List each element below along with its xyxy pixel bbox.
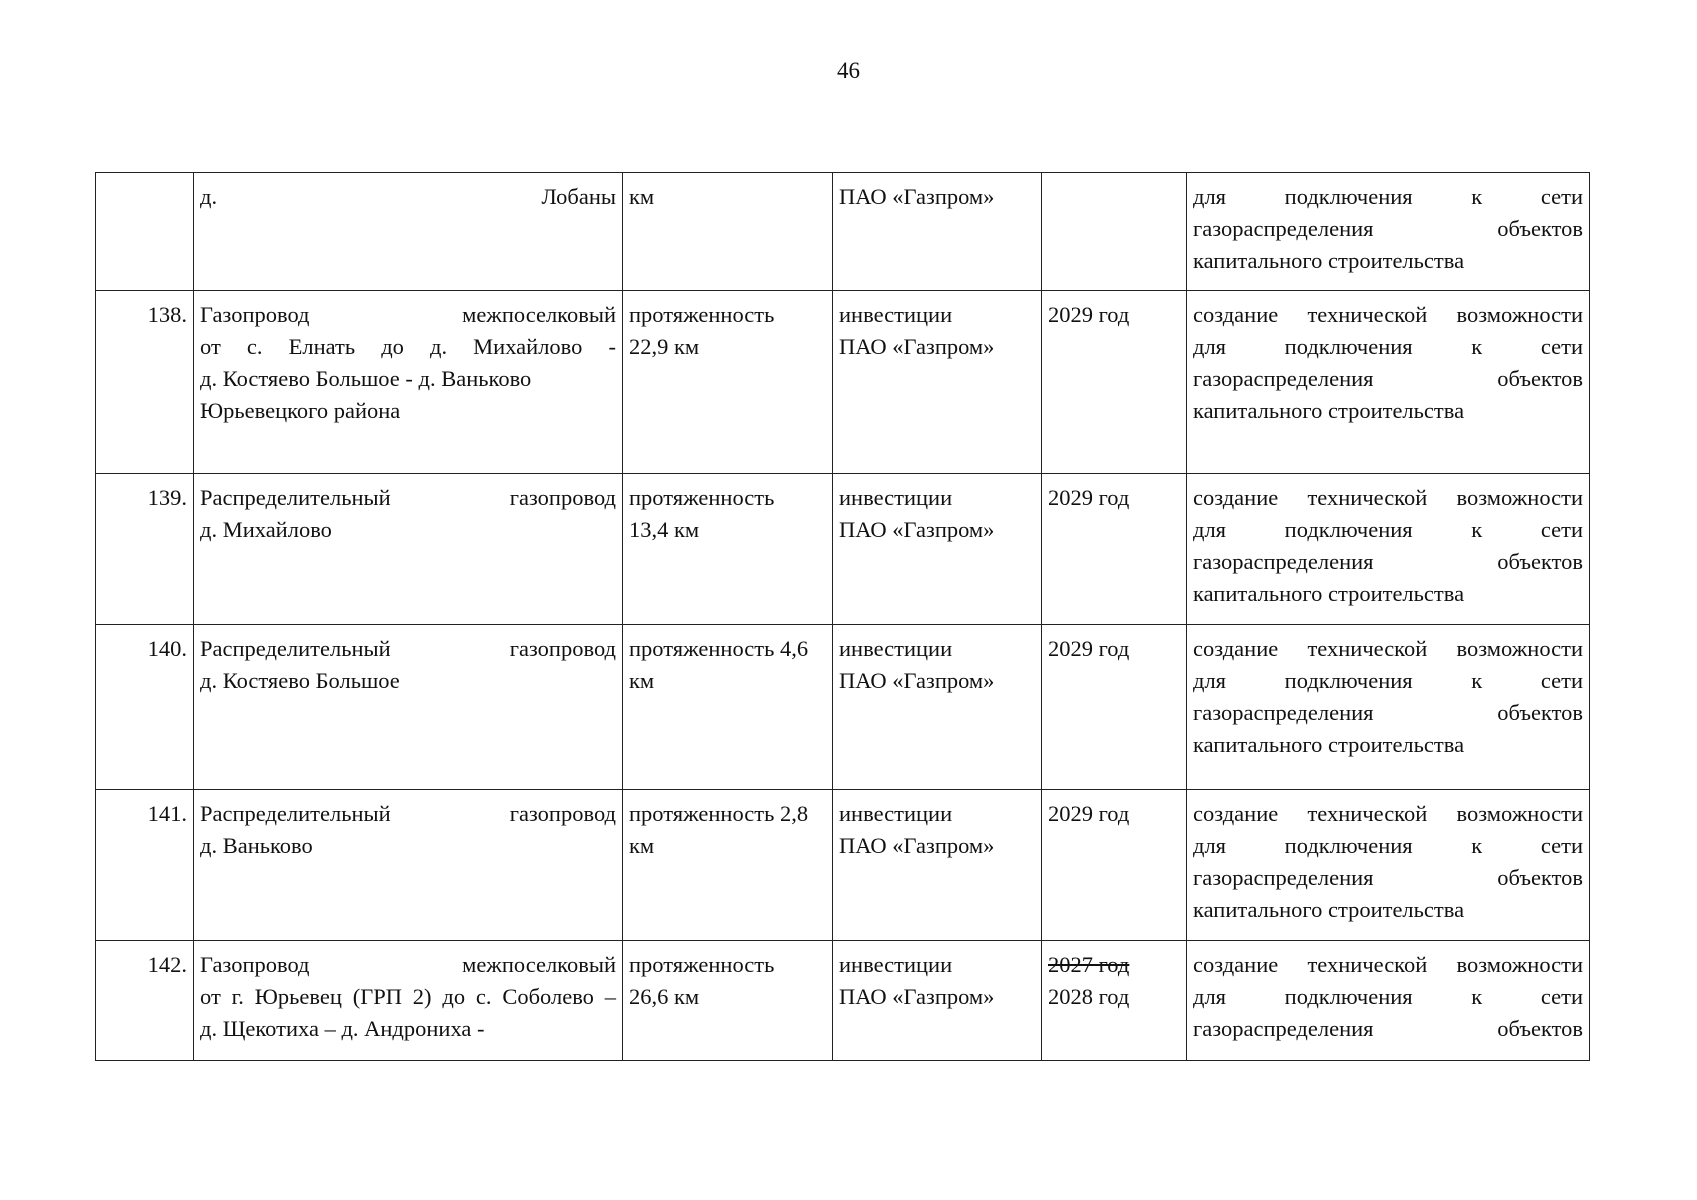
- year: 2029 год: [1048, 485, 1130, 510]
- purpose-line: для подключения к сети: [1193, 334, 1583, 359]
- purpose-line: газораспределения объектов: [1193, 216, 1583, 241]
- capacity-line: протяженность: [629, 952, 775, 977]
- purpose-line: для подключения к сети: [1193, 668, 1583, 693]
- row-number-cell: [96, 941, 194, 1061]
- funding-source-cell: [833, 474, 1042, 625]
- purpose-line: создание технической возможности: [1193, 636, 1583, 661]
- object-name-line: от с. Елнать до д. Михайлово -: [200, 334, 616, 359]
- object-name-cell: [194, 625, 623, 790]
- purpose-line: создание технической возможности: [1193, 302, 1583, 327]
- page-number: 46: [837, 58, 860, 83]
- year-cell: [1042, 291, 1187, 474]
- row-number-cell: [96, 474, 194, 625]
- struck-year: 2027 год: [1048, 952, 1130, 977]
- funding-source-cell: [833, 173, 1042, 291]
- funding-source-line: ПАО «Газпром»: [839, 184, 995, 209]
- object-name-line: от г. Юрьевец (ГРП 2) до с. Соболево –: [200, 984, 616, 1009]
- purpose-line: капитального строительства: [1193, 732, 1465, 757]
- capacity-line: 22,9 км: [629, 334, 700, 359]
- object-name-line: Распределительный газопровод: [200, 801, 616, 826]
- capacity-cell: [623, 625, 833, 790]
- purpose-cell: [1187, 790, 1590, 941]
- purpose-cell: [1187, 291, 1590, 474]
- object-name-line: д. Костяево Большое: [200, 668, 400, 693]
- row-number: 142.: [147, 952, 187, 977]
- purpose-line: для подключения к сети: [1193, 833, 1583, 858]
- row-number: 141.: [147, 801, 187, 826]
- purpose-line: капитального строительства: [1193, 398, 1465, 423]
- row-number-cell: [96, 291, 194, 474]
- object-name-line: д. Костяево Большое - д. Ваньково: [200, 366, 532, 391]
- purpose-line: газораспределения объектов: [1193, 366, 1583, 391]
- capacity-line: протяженность 4,6: [629, 636, 809, 661]
- funding-source-cell: [833, 625, 1042, 790]
- purpose-line: капитального строительства: [1193, 897, 1465, 922]
- funding-source-line: ПАО «Газпром»: [839, 334, 995, 359]
- object-name-cell: [194, 790, 623, 941]
- funding-source-line: ПАО «Газпром»: [839, 517, 995, 542]
- year: 2029 год: [1048, 801, 1130, 826]
- object-name-cell: [194, 291, 623, 474]
- purpose-line: капитального строительства: [1193, 248, 1465, 273]
- year: 2028 год: [1048, 984, 1130, 1009]
- object-name-line: д. Щекотиха – д. Андрониха -: [200, 1016, 485, 1041]
- object-name-line: Газопровод межпоселковый: [200, 952, 616, 977]
- capacity-cell: [623, 790, 833, 941]
- year-cell: [1042, 625, 1187, 790]
- table-row: [96, 790, 1590, 941]
- object-name-line: Юрьевецкого района: [200, 398, 401, 423]
- funding-source-cell: [833, 291, 1042, 474]
- capacity-line: протяженность: [629, 485, 775, 510]
- year: 2029 год: [1048, 636, 1130, 661]
- capacity-cell: [623, 941, 833, 1061]
- capacity-line: протяженность: [629, 302, 775, 327]
- table-row: [96, 173, 1590, 291]
- table-row: [96, 291, 1590, 474]
- table-row: [96, 941, 1590, 1061]
- object-name-line: д. Ваньково: [200, 833, 313, 858]
- funding-source-line: инвестиции: [839, 801, 953, 826]
- row-number: 138.: [147, 302, 187, 327]
- row-number-cell: [96, 173, 194, 291]
- purpose-line: газораспределения объектов: [1193, 865, 1583, 890]
- funding-source-line: ПАО «Газпром»: [839, 984, 995, 1009]
- purpose-cell: [1187, 941, 1590, 1061]
- purpose-line: капитального строительства: [1193, 581, 1465, 606]
- funding-source-line: ПАО «Газпром»: [839, 833, 995, 858]
- object-name-cell: [194, 173, 623, 291]
- capacity-cell: [623, 173, 833, 291]
- year-cell: [1042, 941, 1187, 1061]
- capacity-cell: [623, 291, 833, 474]
- purpose-line: газораспределения объектов: [1193, 1016, 1583, 1041]
- funding-source-line: инвестиции: [839, 302, 953, 327]
- object-name-cell: [194, 941, 623, 1061]
- object-name-line: Распределительный газопровод: [200, 636, 616, 661]
- capacity-line: 26,6 км: [629, 984, 700, 1009]
- purpose-cell: [1187, 474, 1590, 625]
- object-name-line: д. Михайлово: [200, 517, 332, 542]
- funding-source-cell: [833, 790, 1042, 941]
- capacity-cell: [623, 474, 833, 625]
- row-number: 140.: [147, 636, 187, 661]
- table-row: [96, 625, 1590, 790]
- plan-table: [95, 172, 1590, 1061]
- row-number-cell: [96, 790, 194, 941]
- object-name-line: Газопровод межпоселковый: [200, 302, 616, 327]
- purpose-line: газораспределения объектов: [1193, 549, 1583, 574]
- capacity-line: 13,4 км: [629, 517, 700, 542]
- capacity-line: км: [629, 668, 655, 693]
- funding-source-cell: [833, 941, 1042, 1061]
- purpose-line: создание технической возможности: [1193, 952, 1583, 977]
- year: 2029 год: [1048, 302, 1130, 327]
- funding-source-line: инвестиции: [839, 636, 953, 661]
- purpose-line: газораспределения объектов: [1193, 700, 1583, 725]
- capacity-line: протяженность 2,8: [629, 801, 809, 826]
- year-cell: [1042, 790, 1187, 941]
- purpose-cell: [1187, 625, 1590, 790]
- capacity-line: км: [629, 833, 655, 858]
- purpose-line: для подключения к сети: [1193, 184, 1583, 209]
- year-cell: [1042, 474, 1187, 625]
- object-name-cell: [194, 474, 623, 625]
- row-number: 139.: [147, 485, 187, 510]
- funding-source-line: инвестиции: [839, 485, 953, 510]
- funding-source-line: ПАО «Газпром»: [839, 668, 995, 693]
- purpose-line: для подключения к сети: [1193, 984, 1583, 1009]
- year-cell: [1042, 173, 1187, 291]
- purpose-line: создание технической возможности: [1193, 801, 1583, 826]
- object-name-line: Распределительный газопровод: [200, 485, 616, 510]
- purpose-cell: [1187, 173, 1590, 291]
- purpose-line: создание технической возможности: [1193, 485, 1583, 510]
- purpose-line: для подключения к сети: [1193, 517, 1583, 542]
- capacity-line: км: [629, 184, 655, 209]
- funding-source-line: инвестиции: [839, 952, 953, 977]
- object-name-line: д. Лобаны: [200, 184, 616, 209]
- row-number-cell: [96, 625, 194, 790]
- table-row: [96, 474, 1590, 625]
